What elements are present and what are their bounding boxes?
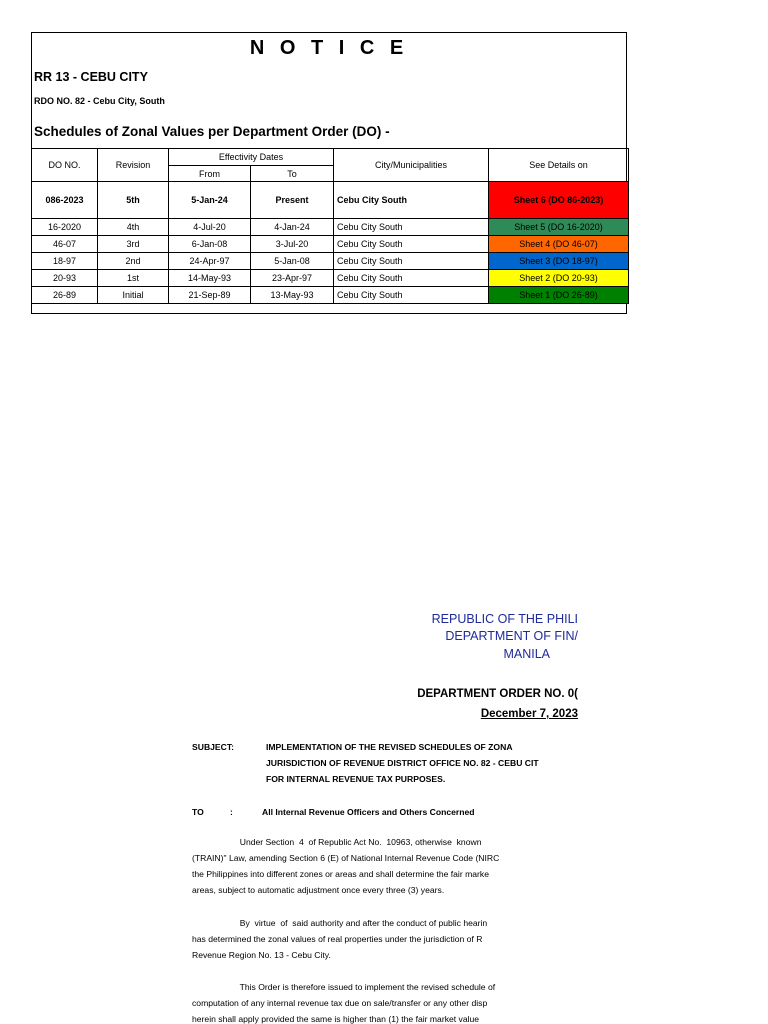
- table-row: [32, 270, 629, 287]
- department-order-date: December 7, 2023: [480, 708, 578, 720]
- paragraph-line: (TRAIN)" Law, amending Section 6 (E) of National Internal Revenue Code (NIRC: [192, 853, 500, 863]
- cell-city: Cebu City South: [334, 236, 489, 253]
- cell-city: Cebu City South: [334, 182, 489, 219]
- table-row: [32, 236, 629, 253]
- paragraph-line: Under Section 4 of Republic Act No. 10963, otherwise known: [192, 837, 482, 847]
- cell-to: 4-Jan-24: [251, 219, 334, 236]
- cell-revision: 2nd: [98, 253, 169, 270]
- to-label: TO: [192, 807, 204, 817]
- cell-to: 13-May-93: [251, 287, 334, 304]
- col-header-from: From: [169, 166, 251, 182]
- subject-line: IMPLEMENTATION OF THE REVISED SCHEDULES OF ZONA: [266, 742, 513, 752]
- sheet-link-6[interactable]: Sheet 6 (DO 86-2023): [489, 182, 629, 219]
- subject-label: SUBJECT:: [192, 742, 235, 752]
- cell-to: 23-Apr-97: [251, 270, 334, 287]
- schedules-heading: Schedules of Zonal Values per Department Order (DO) -: [34, 124, 390, 139]
- cell-city: Cebu City South: [334, 270, 489, 287]
- table-row: [32, 287, 629, 304]
- table-row: [32, 253, 629, 270]
- to-colon: :: [230, 807, 233, 817]
- col-header-details: See Details on: [489, 149, 629, 182]
- cell-revision: 1st: [98, 270, 169, 287]
- sheet-link-1[interactable]: Sheet 1 (DO 26-89): [489, 287, 629, 304]
- doc-header-city: MANILA: [503, 647, 550, 661]
- zonal-values-table: [31, 148, 629, 304]
- department-order-number: DEPARTMENT ORDER NO. 0(: [417, 688, 578, 700]
- cell-from: 14-May-93: [169, 270, 251, 287]
- cell-to: Present: [251, 182, 334, 219]
- doc-header-republic: REPUBLIC OF THE PHILI: [431, 612, 578, 626]
- cell-do-no: 18-97: [32, 253, 98, 270]
- col-header-revision: Revision: [98, 149, 169, 182]
- cell-from: 21-Sep-89: [169, 287, 251, 304]
- col-header-effectivity: Effectivity Dates: [169, 149, 334, 166]
- paragraph-line: the Philippines into different zones or areas and shall determine the fair marke: [192, 869, 489, 879]
- col-header-to: To: [251, 166, 334, 182]
- sheet-link-4[interactable]: Sheet 4 (DO 46-07): [489, 236, 629, 253]
- cell-from: 6-Jan-08: [169, 236, 251, 253]
- sheet-link-3[interactable]: Sheet 3 (DO 18-97): [489, 253, 629, 270]
- rdo-label: RDO NO. 82 - Cebu City, South: [34, 96, 165, 106]
- to-recipients: All Internal Revenue Officers and Others Concerned: [262, 807, 475, 817]
- cell-do-no: 086-2023: [32, 182, 98, 219]
- cell-from: 4-Jul-20: [169, 219, 251, 236]
- cell-from: 5-Jan-24: [169, 182, 251, 219]
- cell-do-no: 16-2020: [32, 219, 98, 236]
- doc-header-department: DEPARTMENT OF FIN/: [445, 629, 578, 643]
- cell-city: Cebu City South: [334, 219, 489, 236]
- cell-revision: Initial: [98, 287, 169, 304]
- department-order-document: [0, 600, 578, 1024]
- paragraph-line: By virtue of said authority and after the conduct of public hearin: [192, 918, 488, 928]
- cell-from: 24-Apr-97: [169, 253, 251, 270]
- cell-do-no: 20-93: [32, 270, 98, 287]
- paragraph-line: Revenue Region No. 13 - Cebu City.: [192, 950, 331, 960]
- paragraph-line: This Order is therefore issued to implement the revised schedule of: [192, 982, 496, 992]
- paragraph-line: areas, subject to automatic adjustment once every three (3) years.: [192, 885, 445, 895]
- table-row: [32, 182, 629, 219]
- paragraph-line: herein shall apply provided the same is higher than (1) the fair market value: [192, 1014, 480, 1024]
- col-header-city: City/Municipalities: [334, 149, 489, 182]
- sheet-link-2[interactable]: Sheet 2 (DO 20-93): [489, 270, 629, 287]
- cell-city: Cebu City South: [334, 287, 489, 304]
- col-header-do-no: DO NO.: [32, 149, 98, 182]
- subject-line: JURISDICTION OF REVENUE DISTRICT OFFICE NO. 82 - CEBU CIT: [266, 758, 539, 768]
- cell-to: 3-Jul-20: [251, 236, 334, 253]
- cell-revision: 5th: [98, 182, 169, 219]
- subject-line: FOR INTERNAL REVENUE TAX PURPOSES.: [266, 774, 446, 784]
- cell-to: 5-Jan-08: [251, 253, 334, 270]
- notice-box: [31, 32, 627, 314]
- sheet-link-5[interactable]: Sheet 5 (DO 16-2020): [489, 219, 629, 236]
- cell-revision: 4th: [98, 219, 169, 236]
- paragraph-line: has determined the zonal values of real properties under the jurisdiction of R: [192, 934, 483, 944]
- notice-title: N O T I C E: [249, 37, 409, 59]
- cell-do-no: 26-89: [32, 287, 98, 304]
- cell-do-no: 46-07: [32, 236, 98, 253]
- table-row: [32, 219, 629, 236]
- cell-revision: 3rd: [98, 236, 169, 253]
- paragraph-line: computation of any internal revenue tax due on sale/transfer or any other disp: [192, 998, 488, 1008]
- cell-city: Cebu City South: [334, 253, 489, 270]
- revenue-region-label: RR 13 - CEBU CITY: [34, 70, 148, 84]
